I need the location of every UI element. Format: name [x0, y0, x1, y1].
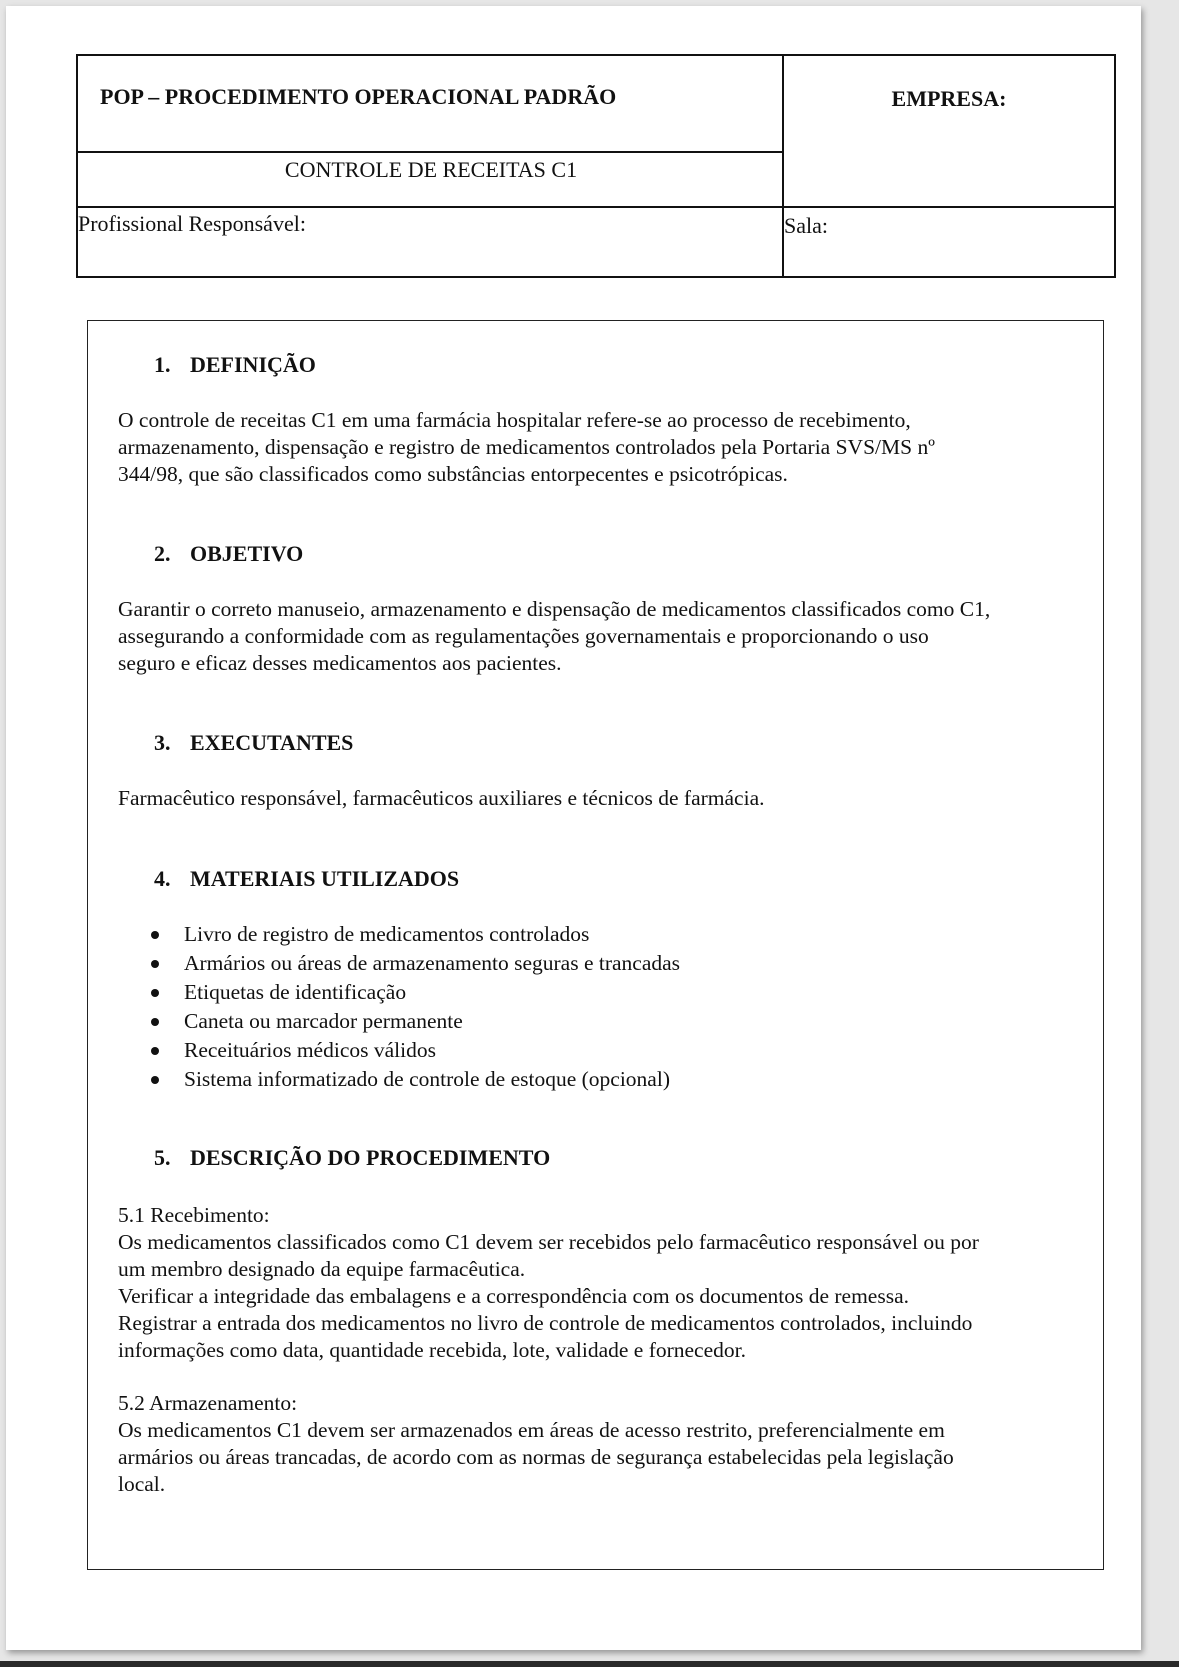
bullet-icon — [151, 989, 159, 997]
body-line: Os medicamentos classificados como C1 devem ser recebidos pelo farmacêutico responsável ou por — [118, 1230, 979, 1254]
section-body-executants — [118, 785, 1078, 812]
subsection-title: 5.2 Armazenamento: — [118, 1391, 298, 1415]
content-box — [87, 320, 1104, 1570]
list-item: Livro de registro de medicamentos controlados — [148, 920, 1048, 949]
body-line: armazenamento, dispensação e registro de medicamentos controlados pela Portaria SVS/MS nº — [118, 435, 935, 459]
document-subtitle: CONTROLE DE RECEITAS C1 — [284, 157, 578, 182]
room-label: Sala: — [784, 213, 828, 238]
list-item: Receituários médicos válidos — [148, 1036, 1048, 1065]
company-label: EMPRESA: — [891, 86, 1007, 111]
section-number: 3. — [154, 730, 171, 755]
window-bottom-edge — [0, 1661, 1179, 1667]
section-heading-procedure — [154, 1145, 550, 1171]
section-title: DEFINIÇÃO — [190, 352, 316, 377]
body-line: 344/98, que são classificados como substâncias entorpecentes e psicotrópicas. — [118, 462, 788, 486]
body-line: informações como data, quantidade recebida, lote, validade e fornecedor. — [118, 1338, 746, 1362]
body-line: Verificar a integridade das embalagens e a correspondência com os documentos de remessa. — [118, 1284, 909, 1308]
body-line: armários ou áreas trancadas, de acordo com as normas de segurança estabelecidas pela legislação — [118, 1445, 954, 1469]
professional-label: Profissional Responsável: — [78, 211, 306, 236]
header-professional-cell — [76, 206, 784, 278]
list-item: Sistema informatizado de controle de estoque (opcional) — [148, 1065, 1048, 1094]
section-heading-executants — [154, 730, 353, 756]
body-line: O controle de receitas C1 em uma farmácia hospitalar refere-se ao processo de recebimento, — [118, 408, 911, 432]
body-line: Farmacêutico responsável, farmacêuticos auxiliares e técnicos de farmácia. — [118, 786, 765, 810]
section-title: DESCRIÇÃO DO PROCEDIMENTO — [190, 1145, 551, 1170]
bullet-icon — [151, 960, 159, 968]
body-line: assegurando a conformidade com as regulamentações governamentais e proporcionando o uso — [118, 624, 929, 648]
header-title-cell — [76, 54, 784, 153]
subsection-title: 5.1 Recebimento: — [118, 1203, 270, 1227]
section-number: 4. — [154, 866, 171, 891]
section-heading-materials — [154, 866, 459, 892]
list-item: Etiquetas de identificação — [148, 978, 1048, 1007]
section-body-definition — [118, 407, 1078, 488]
materials-list — [148, 920, 1048, 1094]
section-title: MATERIAIS UTILIZADOS — [190, 866, 460, 891]
header-room-cell — [782, 206, 1116, 278]
bullet-icon — [151, 1047, 159, 1055]
body-line: Registrar a entrada dos medicamentos no livro de controle de medicamentos controlados, incluindo — [118, 1311, 973, 1335]
bullet-icon — [151, 1076, 159, 1084]
body-line: um membro designado da equipe farmacêutica. — [118, 1257, 526, 1281]
section-body-objective — [118, 596, 1078, 677]
list-item: Armários ou áreas de armazenamento seguras e trancadas — [148, 949, 1048, 978]
document-page — [6, 6, 1141, 1650]
section-number: 2. — [154, 541, 171, 566]
header-company-cell — [782, 54, 1116, 208]
body-line: Garantir o correto manuseio, armazenamento e dispensação de medicamentos classificados como C1, — [118, 597, 991, 621]
body-line: seguro e eficaz desses medicamentos aos pacientes. — [118, 651, 562, 675]
body-line: Os medicamentos C1 devem ser armazenados em áreas de acesso restrito, preferencialmente em — [118, 1418, 945, 1442]
bullet-icon — [151, 931, 159, 939]
subsection-storage — [118, 1390, 1078, 1498]
subsection-receiving — [118, 1202, 1078, 1364]
section-title: OBJETIVO — [190, 541, 304, 566]
document-title: POP – PROCEDIMENTO OPERACIONAL PADRÃO — [100, 84, 617, 109]
section-number: 1. — [154, 352, 171, 377]
section-heading-definition — [154, 352, 316, 378]
list-item: Caneta ou marcador permanente — [148, 1007, 1048, 1036]
section-number: 5. — [154, 1145, 171, 1170]
body-line: local. — [118, 1472, 166, 1496]
header-subtitle-cell — [76, 151, 784, 208]
section-title: EXECUTANTES — [190, 730, 354, 755]
section-heading-objective — [154, 541, 303, 567]
bullet-icon — [151, 1018, 159, 1026]
